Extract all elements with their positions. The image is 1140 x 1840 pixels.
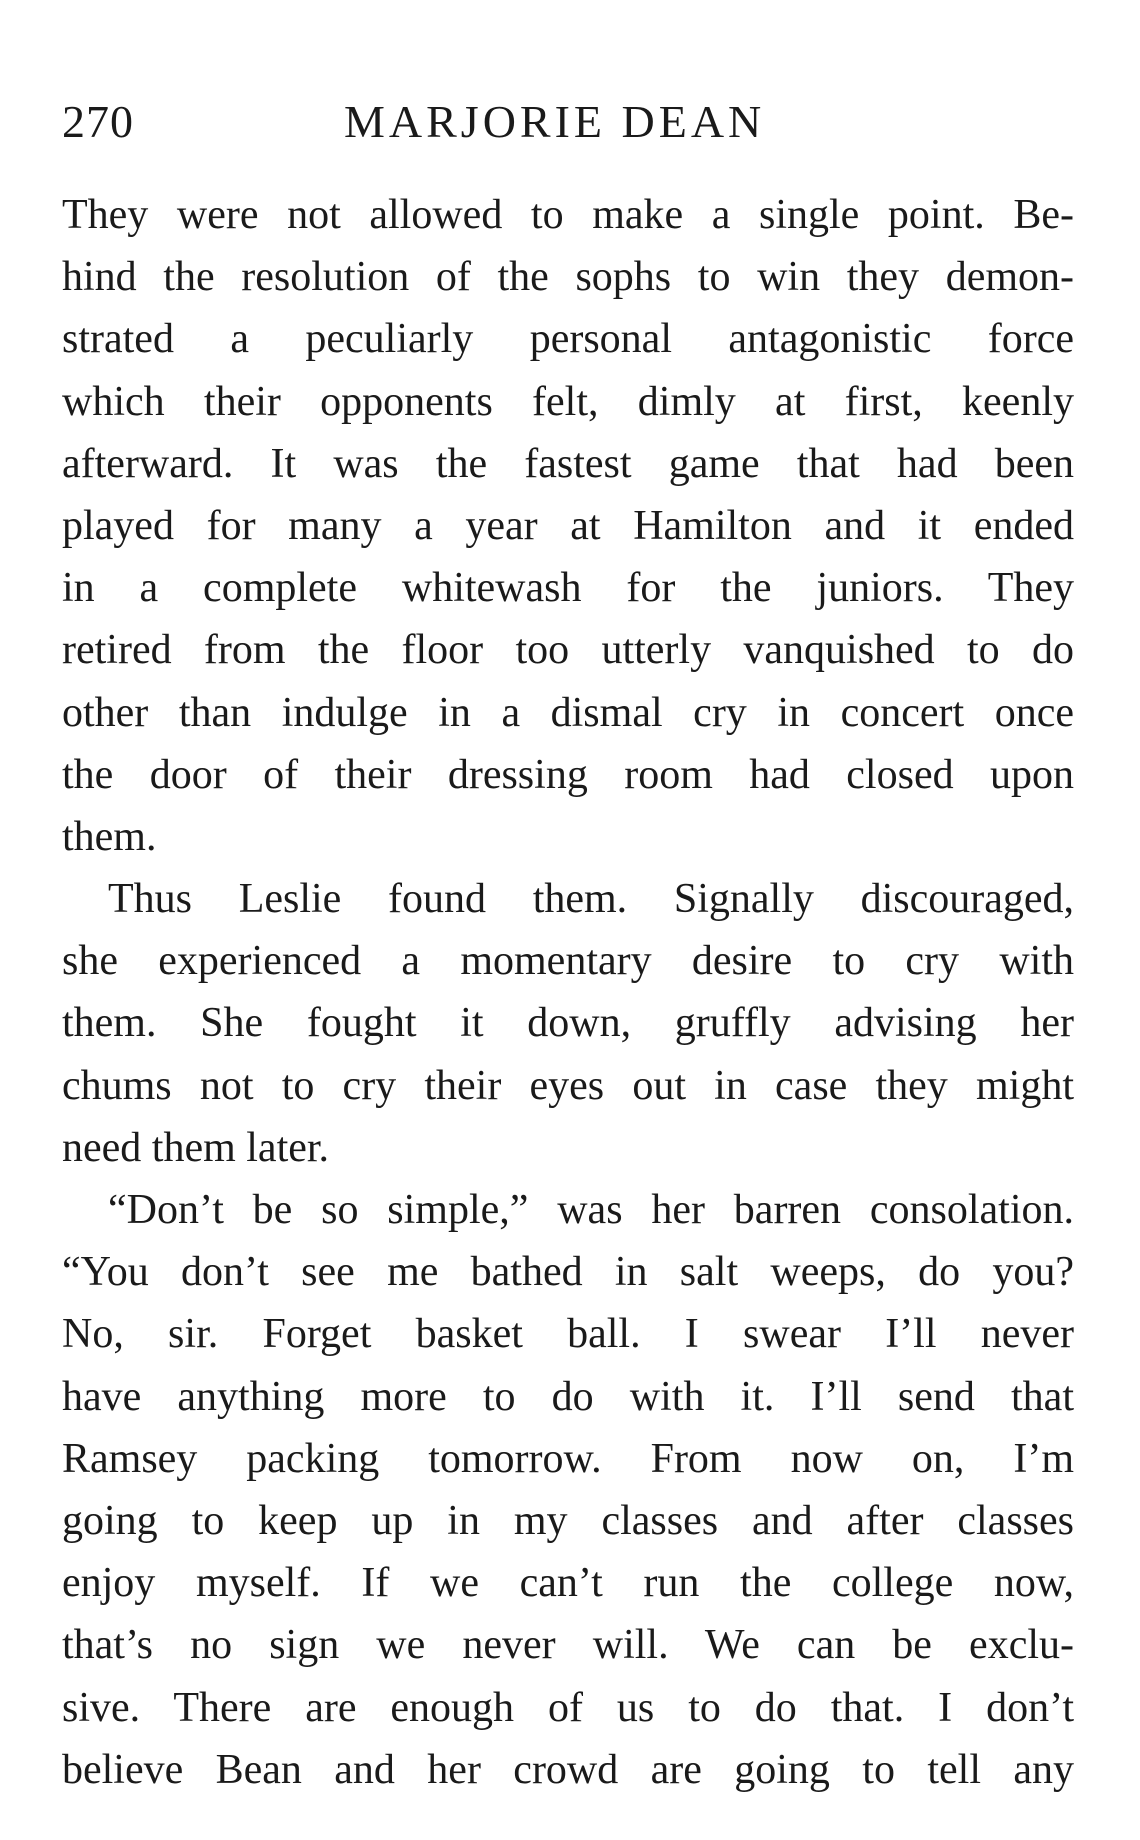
- text-line: need them later.: [62, 1124, 330, 1171]
- book-title: MARJORIE DEAN: [344, 96, 766, 147]
- text-line: other than indulge in a dismal cry in concert once: [62, 689, 1074, 736]
- text-line: them. She fought it down, gruffly advising her: [62, 1000, 1074, 1047]
- text-line: Ramsey packing tomorrow. From now on, I’m: [62, 1435, 1074, 1482]
- text-line: sive. There are enough of us to do that. I don’t: [62, 1684, 1074, 1731]
- text-line: believe Bean and her crowd are going to tell any: [62, 1746, 1074, 1793]
- page-number: 270: [62, 96, 134, 147]
- body-text: [62, 184, 1074, 1801]
- text-line: They were not allowed to make a single point. Be-: [62, 192, 1074, 238]
- text-line: she experienced a momentary desire to cry with: [62, 938, 1074, 985]
- text-line: chums not to cry their eyes out in case they might: [62, 1062, 1074, 1109]
- paragraph-2: [62, 868, 1074, 1179]
- text-line: the door of their dressing room had closed upon: [62, 751, 1074, 798]
- text-line: “You don’t see me bathed in salt weeps, do you?: [62, 1249, 1074, 1296]
- text-line: No, sir. Forget basket ball. I swear I’ll never: [62, 1311, 1074, 1358]
- text-line: retired from the floor too utterly vanquished to do: [62, 627, 1074, 674]
- text-line: have anything more to do with it. I’ll send that: [62, 1373, 1074, 1420]
- paragraph-3: [62, 1179, 1074, 1801]
- text-line: that’s no sign we never will. We can be exclu-: [62, 1622, 1074, 1669]
- text-line: “Don’t be so simple,” was her barren consolation.: [108, 1187, 1074, 1233]
- text-line: hind the resolution of the sophs to win they demon-: [62, 254, 1074, 301]
- book-page: [62, 0, 1074, 1840]
- text-line: afterward. It was the fastest game that had been: [62, 440, 1074, 487]
- running-head: [62, 92, 1074, 152]
- text-line: which their opponents felt, dimly at first, keenly: [62, 378, 1074, 425]
- text-line: enjoy myself. If we can’t run the college now,: [62, 1560, 1074, 1607]
- text-line: strated a peculiarly personal antagonistic force: [62, 316, 1074, 363]
- text-line: in a complete whitewash for the juniors. They: [62, 565, 1074, 612]
- paragraph-1: [62, 184, 1074, 868]
- text-line: them.: [62, 813, 157, 860]
- text-line: going to keep up in my classes and after classes: [62, 1497, 1074, 1544]
- text-line: Thus Leslie found them. Signally discouraged,: [108, 876, 1074, 923]
- text-line: played for many a year at Hamilton and it ended: [62, 502, 1074, 549]
